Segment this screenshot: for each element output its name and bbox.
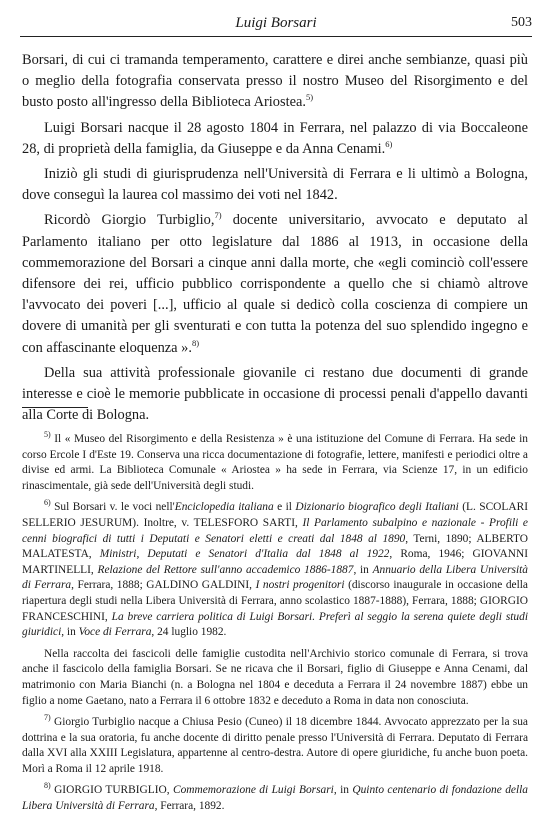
footnote-separator: [22, 407, 88, 408]
paragraph-text: Ricordò Giorgio Turbiglio,: [44, 212, 215, 229]
footnote-text: Giorgio Turbiglio nacque a Chiusa Pesio (Cuneo) il 18 dicembre 1844. Avvocato apprezzato per la sua dottrina e la sua oratoria, fu anche docente di diritto penale presso l'Università di Ferrara. Deputato di Ferrara dalla XVI alla XXIII Legislatura, appartenne al centro-destra. Autore di opere giuridiche, fu anche buon poeta. Morì a Roma il 12 aprile 1918.: [22, 716, 528, 775]
work-title: Annuario della Libera Università di Ferrara: [22, 563, 528, 592]
footnote-number: 7): [44, 713, 51, 723]
footnote-text: , 24 luglio 1982.: [151, 626, 227, 639]
footnote-ref: 5): [305, 92, 314, 103]
footnote-number: 8): [44, 781, 51, 791]
footnote-6-continued: Nella raccolta dei fascicoli delle famiglie custodita nell'Archivio storico comunale di Ferrara, si trova anche il fascicolo della famiglia Borsari. Se ne ricava che il Borsari, figlio di Giuseppe e Anna Cenami, dal matrimonio con Maria Bianchi (n. a Bologna nel 1804 e deceduta a Ferrara il 24 novembre 1887) ebbe un figlio a nome Gaetano, nato a Ferrara il 6 ottobre 1832 e deceduto a Roma in data non conosciuta.: [22, 647, 528, 707]
footnote-7: [22, 715, 528, 777]
footnote-number: 6): [44, 498, 51, 508]
paragraph: Iniziò gli studi di giurisprudenza nell'Università di Ferrara e li ultimò a Bologna, dove conseguì la laurea col massimo dei voti nel 1842.: [22, 166, 528, 204]
footnote-text: e il: [273, 501, 296, 514]
page-number: 503: [511, 15, 532, 30]
footnote-text: , in: [353, 563, 373, 576]
footnote-text: , Terni, 1890; ALBERTO MALATESTA,: [22, 532, 528, 561]
footnote-ref: 8): [191, 337, 200, 348]
work-title: Voce di Ferrara: [78, 626, 152, 639]
footnote-text: , Ferrara, 1892.: [154, 800, 225, 813]
footnotes: [22, 432, 528, 821]
footnote-text: Sul Borsari v. le voci nell': [50, 501, 175, 514]
paragraph: [22, 50, 528, 114]
work-title: Relazione del Rettore sull'anno accademico 1886-1887: [97, 563, 354, 576]
paragraph-text: docente universitario, avvocato e deputato al Parlamento italiano per otto legislature dal 1886 al 1913, in occasione della commemorazione del Borsari a cinque anni dalla morte, che «egli cominciò coll'essere difensore dei rei, ufficio pubblico corrispondente a quello che si chiamò altrove l'avvocato dei poveri [...], ufficio al quale si dedicò colla coscienza di compiere un dovere di umanità per gli sventurati e con tutta la potenza del suo splendido ingegno e con affascinante eloquenza ».: [22, 212, 528, 356]
footnote-8: [22, 783, 528, 814]
footnote-5: [22, 432, 528, 494]
paragraph: [22, 118, 528, 160]
work-title: Il Parlamento subalpino e nazionale - Profili e cenni biografici di tutti i Deputati e Senatori eletti e creati dal 1848 al 1890: [22, 516, 528, 545]
work-title: Commemorazione di Luigi Borsari: [173, 784, 334, 797]
work-title: I nostri progenitori: [255, 579, 345, 592]
work-title: Quinto centenario di fondazione della Libera Università di Ferrara: [22, 784, 528, 813]
running-title: Luigi Borsari: [235, 15, 317, 31]
work-title: Dizionario biografico degli Italiani: [295, 501, 459, 514]
main-text: [22, 50, 528, 430]
footnote-text: , Roma, 1946; GIOVANNI MARTINELLI,: [22, 548, 529, 576]
footnote-text: GIORGIO TURBIGLIO,: [50, 784, 173, 797]
paragraph-text: Luigi Borsari nacque il 28 agosto 1804 in Ferrara, nel palazzo di via Boccaleone 28, di proprietà della famiglia, da Giuseppe e da Anna Cenami.: [22, 119, 528, 157]
work-title: Enciclopedia italiana: [174, 501, 274, 514]
footnote-number: 5): [44, 430, 51, 440]
work-title: Ministri, Deputati e Senatori d'Italia dal 1848 al 1922: [99, 548, 390, 561]
footnote-ref: 6): [385, 139, 393, 150]
page-header: [20, 14, 532, 37]
footnote-text: , Ferrara, 1888; GALDINO GALDINI,: [71, 579, 256, 592]
footnote-ref: 7): [214, 210, 222, 221]
footnote-text: , in: [61, 626, 79, 639]
paragraph: [22, 210, 528, 358]
paragraph-text: Borsari, di cui ci tramanda temperamento, carattere e direi anche sembianze, quasi più o meglio della fotografia conservata presso il nostro Museo del Risorgimento e del busto posto all'ingresso della Biblioteca Ariostea.: [22, 52, 528, 111]
footnote-text: , in: [333, 784, 353, 797]
paragraph: Della sua attività professionale giovanile ci restano due documenti di grande interesse e cioè le memorie pubblicate in occasione di processi penali d'appello davanti alla Corte di Bologna.: [22, 364, 528, 424]
footnote-text: (L. SCOLARI SELLERIO JESURUM). Inoltre, v. TELESFORO SARTI,: [22, 501, 528, 529]
footnote-6: [22, 500, 528, 640]
footnote-text: (discorso inaugurale in occasione della riapertura degli studi nella Libera Università di Ferrara, anno scolastico 1887-1888), Ferrara, 1888; GIORGIO FRANCESCHINI,: [22, 579, 528, 623]
footnote-text: Il « Museo del Risorgimento e della Resistenza » è una istituzione del Comune di Ferrara. Ha sede in corso Ercole I d'Este 19. Conserva una ricca documentazione di fotografie, lettere, manifesti e periodici oltre a divise ed armi. La Biblioteca Comunale « Ariostea » ha sede in Ferrara, via Scienze 17, in un edificio rinascimentale, già sede dell'Università degli studi.: [22, 433, 528, 492]
work-title: La breve carriera politica di Luigi Borsari. Preferì al seggio la serena quiete degli studi giuridici: [22, 610, 528, 639]
